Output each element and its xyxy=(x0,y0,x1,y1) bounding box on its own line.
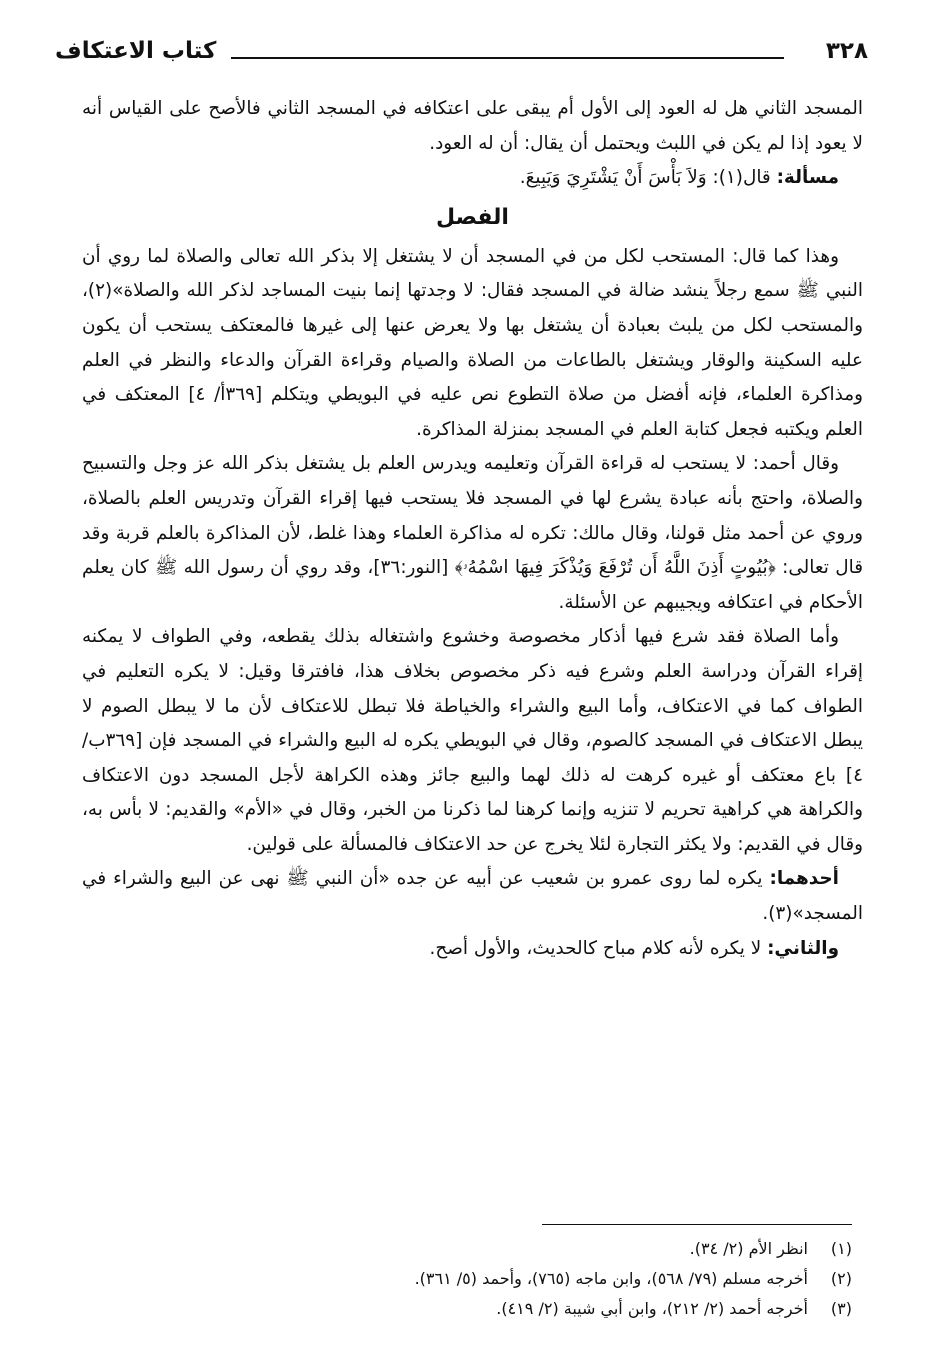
paragraph-text: يكره لما روى عمرو بن شعيب عن أبيه عن جده «أن النبي ﷺ نهى عن البيع والشراء في المسجد»(٣). xyxy=(82,868,863,925)
paragraph-lead: والثاني: xyxy=(767,937,839,959)
paragraph xyxy=(82,932,863,967)
paragraph-text: لا يكره لأنه كلام مباح كالحديث، والأول أصح. xyxy=(429,937,762,959)
paragraph xyxy=(82,240,863,448)
paragraph-text: وهذا كما قال: المستحب لكل من في المسجد أن لا يشتغل إلا بذكر الله تعالى والصلاة لما روي أن النبي ﷺ سمع رجلاً ينشد ضالة في المسجد فقال: لا وجدتها إنما بنيت المساجد لذكر الله والصلاة»(٢)، والمستحب لكل من يلبث بعبادة أن يشتغل بها ولا يعرض عنها إلى غيرها فالمعتكف يستحب أن يكون عليه السكينة والوقار ويشتغل بالطاعات من الصلاة والصيام وقراءة القرآن والدعاء والنظر في العلم ومذاكرة العلماء، فإنه أفضل من صلاة التطوع نص عليه في البويطي ويتكلم [٣٦٩أ/ ٤] المعتكف في العلم ويكتبه فجعل كتابة العلم في المسجد بمنزلة المذاكرة. xyxy=(82,245,864,440)
paragraph-lead: أحدهما: xyxy=(769,868,839,890)
paragraph-lead: مسألة: xyxy=(776,167,839,189)
footnote-number: (١) xyxy=(830,1239,852,1258)
paragraph xyxy=(82,92,863,161)
footnote-rule xyxy=(542,1224,852,1225)
main-text xyxy=(82,92,863,966)
footnote-text: أخرجه مسلم (٧٩/ ٥٦٨)، وابن ماجه (٧٦٥)، وأحمد (٥/ ٣٦١). xyxy=(414,1269,808,1288)
footnote xyxy=(100,1264,852,1294)
paragraph-text: قال(١): وَلاَ بَأْسَ أَنْ يَشْتَرِيَ وَيَبِيعَ. xyxy=(519,167,771,189)
footnotes xyxy=(100,1234,852,1324)
book-title: كتاب الاعتكاف xyxy=(55,38,217,64)
running-header xyxy=(55,28,868,68)
footnote-text: انظر الأم (٢/ ٣٤). xyxy=(689,1239,808,1258)
paragraph-text: المسجد الثاني هل له العود إلى الأول أم يبقى على اعتكافه في المسجد الثاني فالأصح على القياس أنه لا يعود إذا لم يكن في اللبث ويحتمل أن يقال: أن له العود. xyxy=(82,98,863,154)
footnote-number: (٣) xyxy=(830,1299,852,1318)
footnote-number: (٢) xyxy=(830,1269,852,1288)
footnote-text: أخرجه أحمد (٢/ ٢١٢)، وابن أبي شيبة (٢/ ٤١٩). xyxy=(496,1299,808,1318)
paragraph xyxy=(82,447,863,620)
footnote xyxy=(100,1234,852,1264)
paragraph xyxy=(82,862,863,931)
section-heading: الفصل xyxy=(436,204,509,230)
paragraph xyxy=(82,620,863,862)
paragraph xyxy=(82,161,863,196)
paragraph-text: وقال أحمد: لا يستحب له قراءة القرآن وتعليمه ويدرس العلم بل يشتغل بذكر الله عز وجل والتسبيح والصلاة، واحتج بأنه عبادة يشرع لها في المسجد فلا يستحب فيها إقراء القرآن وتدريس العلم بالصلاة، وروي عن أحمد مثل قولنا، وقال مالك: تكره له مذاكرة العلماء وهذا غلط، لأن المذاكرة بالعلم قربة وقد قال تعالى: ﴿بُيُوتٍ أَذِنَ اللَّهُ أَن تُرْفَعَ وَيُذْكَرَ فِيهَا اسْمُهُۥ﴾ [النور:٣٦]، وقد روي أن رسول الله ﷺ كان يعلم الأحكام في اعتكافه ويجيبهم عن الأسئلة. xyxy=(82,453,863,613)
header-rule xyxy=(231,57,784,59)
page-number: ٣٢٨ xyxy=(825,38,868,64)
paragraph-text: وأما الصلاة فقد شرع فيها أذكار مخصوصة وخشوع واشتغاله بذلك يقطعه، وفي الطواف لا يمكنه إقراء القرآن ودراسة العلم وشرع فيه ذكر مخصوص بخلاف هذا، فافترقا وقيل: لا يكره التعليم في الطواف كما في الاعتكاف، وأما البيع والشراء والخياطة فلا تبطل للاعتكاف لأن ما لا يبطل الصوم لا يبطل الاعتكاف في المسجد كالصوم، وقال في البويطي يكره له البيع والشراء في المسجد فإن [٣٦٩ب/ ٤] باع معتكف أو غيره كرهت له ذلك لهما والبيع جائز وهذه الكراهة لأجل المسجد دون الاعتكاف والكراهة هي كراهية تحريم لا تنزيه وإنما كرهنا لما ذكرنا من الخبر، وقال في «الأم» والقديم: لا بأس به، وقال في القديم: ولا يكثر التجارة لئلا يخرج عن حد الاعتكاف فالمسألة على قولين. xyxy=(82,626,863,855)
footnote xyxy=(100,1294,852,1324)
